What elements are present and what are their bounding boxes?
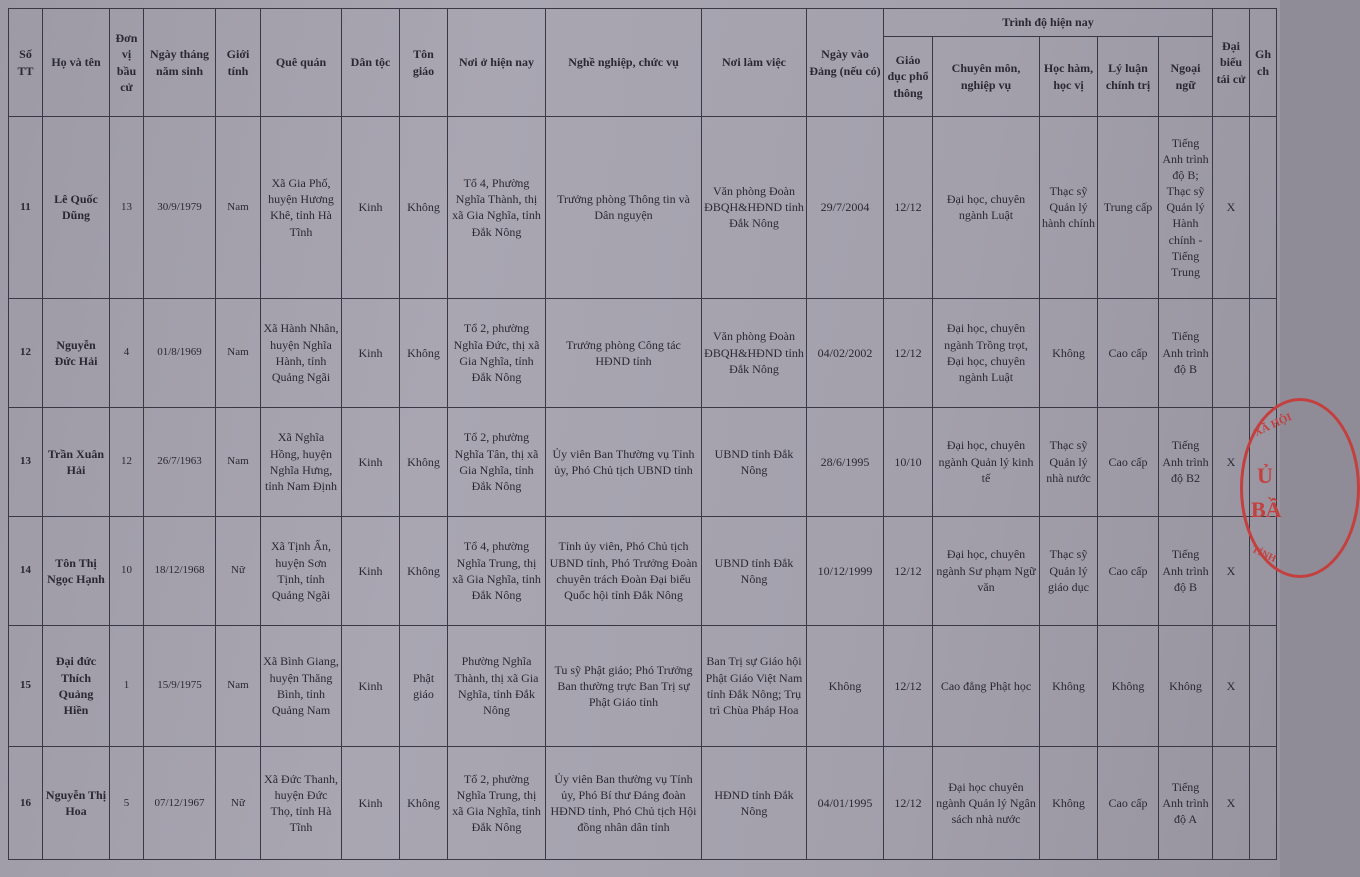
cell-unit: 12: [110, 407, 144, 516]
cell-ethnic: Kinh: [342, 298, 400, 407]
cell-stt: 15: [9, 625, 43, 746]
cell-residence: Tổ 2, phường Nghĩa Đức, thị xã Gia Nghĩa, tỉnh Đắk Nông: [448, 298, 546, 407]
cell-party: 10/12/1999: [807, 516, 884, 625]
cell-general-edu: 12/12: [884, 746, 933, 859]
cell-degree: Không: [1040, 298, 1098, 407]
cell-reelect: X: [1213, 407, 1250, 516]
cell-workplace: Văn phòng Đoàn ĐBQH&HĐND tỉnh Đắk Nông: [702, 117, 807, 299]
cell-specialty: Đại học, chuyên ngành Quản lý kinh tế: [933, 407, 1040, 516]
cell-name: Nguyễn Thị Hoa: [43, 746, 110, 859]
header-reelect: Đại biểu tái cử: [1213, 9, 1250, 117]
cell-job: Ủy viên Ban thường vụ Tỉnh ủy, Phó Bí thư Đảng đoàn HĐND tỉnh, Phó Chủ tịch Hội đồng nhân dân tỉnh: [546, 746, 702, 859]
header-residence: Nơi ở hiện nay: [448, 9, 546, 117]
cell-workplace: UBND tỉnh Đắk Nông: [702, 516, 807, 625]
cell-politics: Cao cấp: [1098, 516, 1159, 625]
header-dob: Ngày tháng năm sinh: [144, 9, 216, 117]
cell-religion: Không: [400, 298, 448, 407]
cell-party: 04/02/2002: [807, 298, 884, 407]
table-row: [9, 298, 1277, 407]
cell-name: Đại đức Thích Quảng Hiền: [43, 625, 110, 746]
red-seal-stamp: [1240, 398, 1360, 578]
cell-religion: Không: [400, 516, 448, 625]
cell-note: [1250, 117, 1277, 299]
table-row: [9, 625, 1277, 746]
cell-gender: Nam: [216, 625, 261, 746]
cell-job: Tỉnh ủy viên, Phó Chủ tịch UBND tỉnh, Phó Trưởng Đoàn chuyên trách Đoàn Đại biểu Quốc hội tỉnh Đắk Nông: [546, 516, 702, 625]
cell-stt: 16: [9, 746, 43, 859]
header-hometown: Quê quán: [261, 9, 342, 117]
header-religion: Tôn giáo: [400, 9, 448, 117]
cell-party: 29/7/2004: [807, 117, 884, 299]
header-politics: Lý luận chính trị: [1098, 37, 1159, 117]
cell-specialty: Đại học, chuyên ngành Sư phạm Ngữ văn: [933, 516, 1040, 625]
cell-religion: Không: [400, 117, 448, 299]
cell-general-edu: 12/12: [884, 298, 933, 407]
cell-residence: Phường Nghĩa Thành, thị xã Gia Nghĩa, tỉnh Đắk Nông: [448, 625, 546, 746]
cell-party: Không: [807, 625, 884, 746]
cell-reelect: X: [1213, 625, 1250, 746]
cell-reelect: X: [1213, 117, 1250, 299]
cell-specialty: Đại học chuyên ngành Quản lý Ngân sách nhà nước: [933, 746, 1040, 859]
cell-unit: 1: [110, 625, 144, 746]
cell-politics: Không: [1098, 625, 1159, 746]
cell-workplace: HĐND tỉnh Đắk Nông: [702, 746, 807, 859]
cell-dob: 15/9/1975: [144, 625, 216, 746]
table-row: [9, 516, 1277, 625]
cell-hometown: Xã Hành Nhân, huyện Nghĩa Hành, tỉnh Quảng Ngãi: [261, 298, 342, 407]
cell-party: 04/01/1995: [807, 746, 884, 859]
header-workplace: Nơi làm việc: [702, 9, 807, 117]
cell-general-edu: 12/12: [884, 625, 933, 746]
stamp-text-4: TỈNH: [1249, 544, 1278, 565]
cell-name: Tôn Thị Ngọc Hạnh: [43, 516, 110, 625]
cell-residence: Tổ 4, phường Nghĩa Trung, thị xã Gia Nghĩa, tỉnh Đắk Nông: [448, 516, 546, 625]
cell-unit: 13: [110, 117, 144, 299]
cell-degree: Không: [1040, 746, 1098, 859]
cell-dob: 18/12/1968: [144, 516, 216, 625]
cell-general-edu: 12/12: [884, 516, 933, 625]
cell-workplace: Văn phòng Đoàn ĐBQH&HĐND tỉnh Đắk Nông: [702, 298, 807, 407]
header-ethnic: Dân tộc: [342, 9, 400, 117]
cell-gender: Nam: [216, 298, 261, 407]
cell-residence: Tổ 2, phường Nghĩa Tân, thị xã Gia Nghĩa, tỉnh Đắk Nông: [448, 407, 546, 516]
table-row: [9, 117, 1277, 299]
cell-general-edu: 10/10: [884, 407, 933, 516]
stamp-text-3: BẦ: [1251, 497, 1282, 522]
cell-job: Tu sỹ Phật giáo; Phó Trưởng Ban thường trực Ban Trị sự Phật Giáo tỉnh: [546, 625, 702, 746]
cell-unit: 10: [110, 516, 144, 625]
cell-note: [1250, 298, 1277, 407]
cell-workplace: Ban Trị sự Giáo hội Phật Giáo Việt Nam tỉnh Đắk Nông; Trụ trì Chùa Pháp Hoa: [702, 625, 807, 746]
header-degree: Học hàm, học vị: [1040, 37, 1098, 117]
cell-ethnic: Kinh: [342, 516, 400, 625]
cell-ethnic: Kinh: [342, 625, 400, 746]
cell-job: Ủy viên Ban Thường vụ Tỉnh ủy, Phó Chủ tịch UBND tỉnh: [546, 407, 702, 516]
cell-gender: Nữ: [216, 516, 261, 625]
cell-name: Nguyễn Đức Hải: [43, 298, 110, 407]
cell-reelect: X: [1213, 746, 1250, 859]
cell-unit: 5: [110, 746, 144, 859]
header-edu-group: Trình độ hiện nay: [884, 9, 1213, 37]
cell-language: Tiếng Anh trình độ B: [1159, 298, 1213, 407]
cell-ethnic: Kinh: [342, 746, 400, 859]
cell-politics: Cao cấp: [1098, 746, 1159, 859]
cell-name: Trần Xuân Hải: [43, 407, 110, 516]
cell-degree: Thạc sỹ Quản lý nhà nước: [1040, 407, 1098, 516]
cell-unit: 4: [110, 298, 144, 407]
header-unit: Đơn vị bầu cử: [110, 9, 144, 117]
cell-dob: 30/9/1979: [144, 117, 216, 299]
cell-workplace: UBND tỉnh Đắk Nông: [702, 407, 807, 516]
cell-reelect: X: [1213, 516, 1250, 625]
cell-ethnic: Kinh: [342, 407, 400, 516]
table-row: [9, 407, 1277, 516]
cell-specialty: Cao đẳng Phật học: [933, 625, 1040, 746]
cell-reelect: [1213, 298, 1250, 407]
header-specialty: Chuyên môn, nghiệp vụ: [933, 37, 1040, 117]
cell-hometown: Xã Đức Thanh, huyện Đức Thọ, tỉnh Hà Tĩnh: [261, 746, 342, 859]
cell-dob: 01/8/1969: [144, 298, 216, 407]
header-gender: Giới tính: [216, 9, 261, 117]
header-party: Ngày vào Đảng (nếu có): [807, 9, 884, 117]
cell-gender: Nam: [216, 117, 261, 299]
cell-specialty: Đại học, chuyên ngành Luật: [933, 117, 1040, 299]
cell-residence: Tổ 2, phường Nghĩa Trung, thị xã Gia Nghĩa, tỉnh Đắk Nông: [448, 746, 546, 859]
cell-hometown: Xã Gia Phố, huyện Hương Khê, tỉnh Hà Tĩnh: [261, 117, 342, 299]
cell-residence: Tổ 4, Phường Nghĩa Thành, thị xã Gia Nghĩa, tỉnh Đắk Nông: [448, 117, 546, 299]
cell-gender: Nữ: [216, 746, 261, 859]
cell-degree: Không: [1040, 625, 1098, 746]
cell-job: Trưởng phòng Công tác HĐND tỉnh: [546, 298, 702, 407]
cell-dob: 26/7/1963: [144, 407, 216, 516]
header-general-edu: Giáo dục phổ thông: [884, 37, 933, 117]
cell-party: 28/6/1995: [807, 407, 884, 516]
cell-language: Tiếng Anh trình độ A: [1159, 746, 1213, 859]
cell-language: Tiếng Anh trình độ B: [1159, 516, 1213, 625]
cell-religion: Phật giáo: [400, 625, 448, 746]
cell-degree: Thạc sỹ Quản lý giáo dục: [1040, 516, 1098, 625]
cell-ethnic: Kinh: [342, 117, 400, 299]
cell-religion: Không: [400, 746, 448, 859]
header-stt: Số TT: [9, 9, 43, 117]
cell-name: Lê Quốc Dũng: [43, 117, 110, 299]
cell-note: [1250, 625, 1277, 746]
cell-politics: Cao cấp: [1098, 407, 1159, 516]
cell-religion: Không: [400, 407, 448, 516]
cell-note: [1250, 746, 1277, 859]
stamp-text-1: XÃ HỘI: [1252, 411, 1294, 439]
stamp-text-2: Ủ: [1257, 463, 1273, 488]
cell-stt: 11: [9, 117, 43, 299]
cell-stt: 13: [9, 407, 43, 516]
cell-job: Trưởng phòng Thông tin và Dân nguyện: [546, 117, 702, 299]
cell-language: Tiếng Anh trình độ B; Thạc sỹ Quản lý Hành chính - Tiếng Trung: [1159, 117, 1213, 299]
header-notes: Gh ch: [1250, 9, 1277, 117]
cell-politics: Cao cấp: [1098, 298, 1159, 407]
cell-degree: Thạc sỹ Quản lý hành chính: [1040, 117, 1098, 299]
candidate-table: [8, 8, 1277, 860]
cell-general-edu: 12/12: [884, 117, 933, 299]
header-name: Họ và tên: [43, 9, 110, 117]
cell-language: Tiếng Anh trình độ B2: [1159, 407, 1213, 516]
cell-dob: 07/12/1967: [144, 746, 216, 859]
table-body: [9, 117, 1277, 860]
cell-specialty: Đại học, chuyên ngành Trồng trọt, Đại học, chuyên ngành Luật: [933, 298, 1040, 407]
header-language: Ngoại ngữ: [1159, 37, 1213, 117]
cell-gender: Nam: [216, 407, 261, 516]
cell-stt: 14: [9, 516, 43, 625]
cell-hometown: Xã Tịnh Ấn, huyện Sơn Tịnh, tỉnh Quảng Ngãi: [261, 516, 342, 625]
cell-politics: Trung cấp: [1098, 117, 1159, 299]
cell-stt: 12: [9, 298, 43, 407]
cell-language: Không: [1159, 625, 1213, 746]
cell-hometown: Xã Nghĩa Hồng, huyện Nghĩa Hưng, tỉnh Nam Định: [261, 407, 342, 516]
cell-hometown: Xã Bình Giang, huyện Thăng Bình, tỉnh Quảng Nam: [261, 625, 342, 746]
header-job: Nghề nghiệp, chức vụ: [546, 9, 702, 117]
table-row: [9, 746, 1277, 859]
